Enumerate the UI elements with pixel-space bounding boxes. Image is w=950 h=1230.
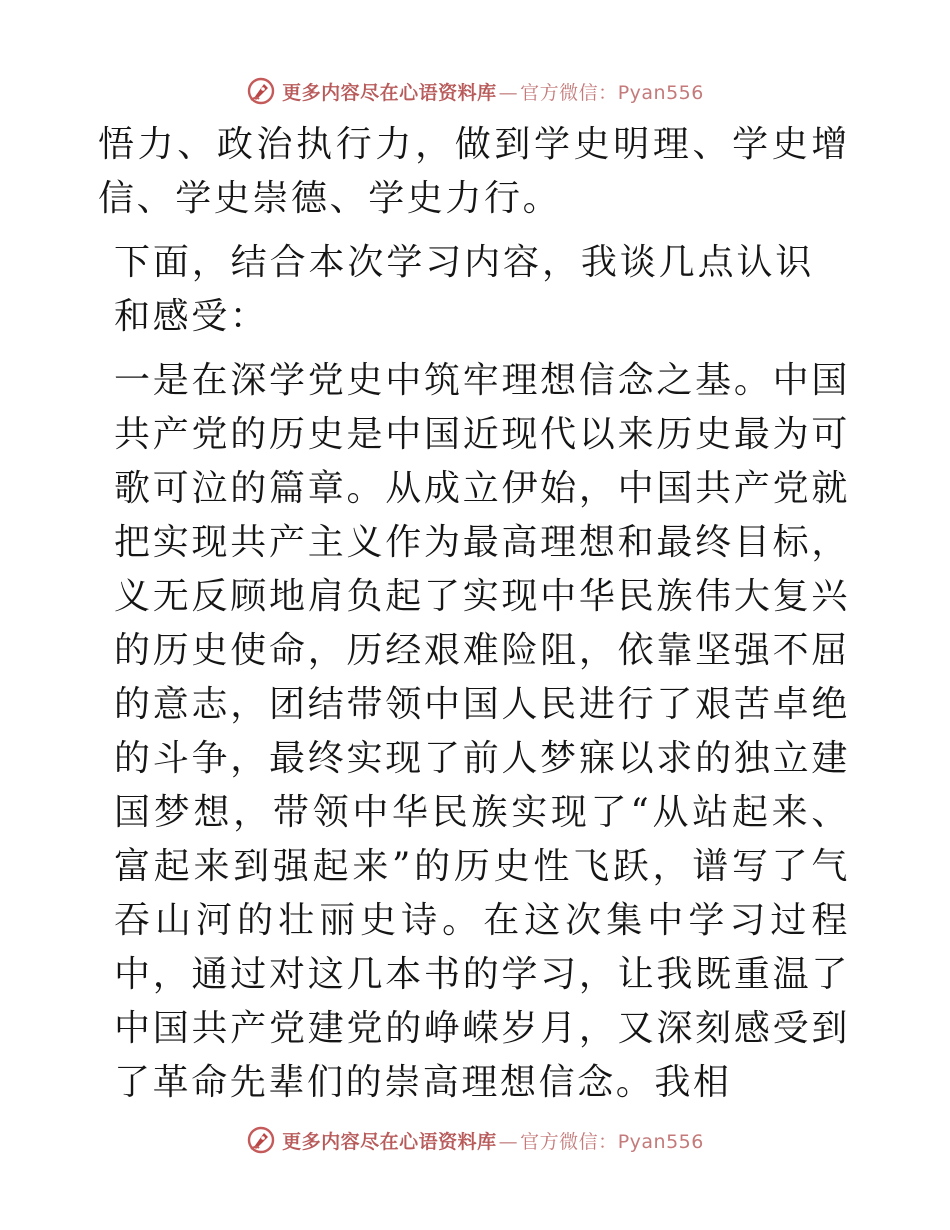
footer-watermark	[0, 1123, 950, 1157]
header-watermark	[0, 74, 950, 108]
paragraph-3: 一是在深学党史中筑牢理想信念之基。中国共产党的历史是中国近现代以来历史最为可歌可泣的篇章。从成立伊始，中国共产党就把实现共产主义作为最高理想和最终目标，义无反顾地肩负起了实现中华民族伟大复兴的历史使命，历经艰难险阻，依靠坚强不屈的意志，团结带领中国人民进行了艰苦卓绝的斗争，最终实现了前人梦寐以求的独立建国梦想，带领中华民族实现了“从站起来、富起来到强起来”的历史性飞跃，谱写了气吞山河的壮丽史诗。在这次集中学习过程中，通过对这几本书的学习，让我既重温了中国共产党建党的峥嵘岁月，又深刻感受到了革命先辈们的崇高理想信念。我相	[114, 360, 850, 1103]
header-watermark-text	[282, 78, 704, 105]
document-body	[98, 118, 850, 1120]
header-brand-text: 更多内容尽在心语资料库	[282, 81, 497, 104]
footer-separator: —	[498, 1130, 519, 1153]
paragraph-1: 悟力、政治执行力，做到学史明理、学史增信、学史崇德、学史力行。	[98, 124, 850, 219]
header-wechat-label: 官方微信：	[520, 81, 618, 104]
footer-brand-text: 更多内容尽在心语资料库	[282, 1130, 497, 1153]
pen-nib-logo-icon	[246, 1125, 276, 1155]
pen-nib-logo-icon	[246, 76, 276, 106]
footer-wechat-label: 官方微信：	[520, 1130, 618, 1153]
header-wechat-id: Pyan556	[617, 81, 704, 104]
header-separator: —	[498, 81, 519, 104]
paragraph-2: 下面，结合本次学习内容，我谈几点认识和感受：	[114, 242, 814, 337]
footer-watermark-text	[282, 1127, 704, 1154]
footer-wechat-id: Pyan556	[617, 1130, 704, 1153]
